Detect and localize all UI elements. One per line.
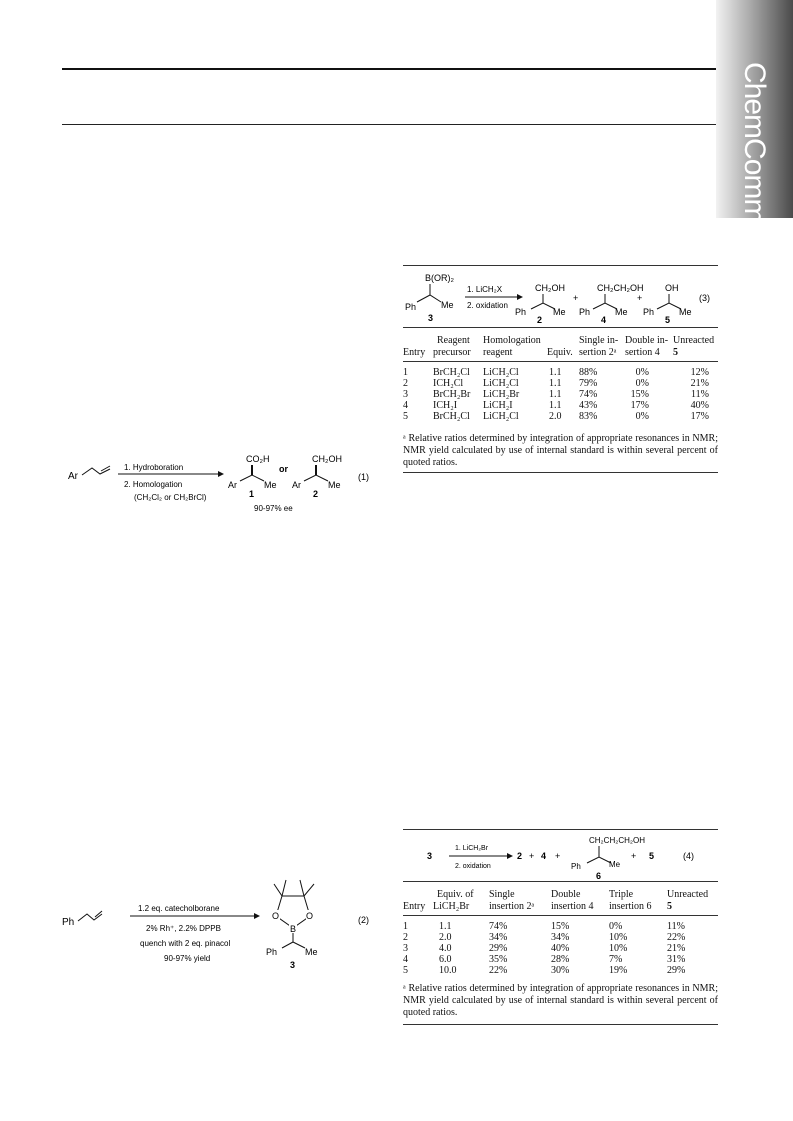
table1-footnote: ᵃ Relative ratios determined by integration of appropriate resonances in NMR; NMR yield calculated by use of internal standard is within several percent of quoted ratios. (403, 433, 718, 468)
table1-scheme-p2-me: Me (553, 307, 566, 317)
table2-scheme-cond1: 1. LiCH₂Br (455, 845, 489, 852)
table-2 (403, 829, 718, 1029)
table1-cell-unreacted: 11% (691, 389, 709, 400)
table2-cell-triple: 10% (609, 932, 628, 943)
scheme1-step2: 2. Homologation (124, 480, 183, 489)
table1-cell-precursor: ICH₂I (433, 400, 458, 411)
table2-cell-unreacted: 31% (667, 954, 686, 965)
table2-header-double-2: insertion 4 (551, 901, 594, 912)
table1-cell-double: 0% (635, 411, 649, 422)
table1-cell-entry: 5 (403, 411, 408, 422)
table2-rule-top (403, 829, 718, 830)
table2-cell-unreacted: 11% (667, 921, 685, 932)
table2-cell-double: 15% (551, 921, 570, 932)
scheme2-cond1: 1.2 eq. catecholborane (138, 904, 220, 913)
scheme2-cond2: 2% Rh⁺, 2.2% DPPB (146, 924, 221, 933)
table2-cell-entry: 4 (403, 954, 408, 965)
table1-scheme-num5: 5 (665, 315, 671, 325)
table2-scheme-arrowhead (507, 853, 513, 859)
table1-scheme-me: Me (441, 300, 454, 310)
table1-scheme-cond1: 1. LiCH₂X (467, 285, 503, 294)
scheme1-reactant-double-bond (101, 466, 110, 471)
table2-cell-triple: 10% (609, 943, 628, 954)
table2-scheme-p6-group: CH₂CH₂CH₂OH (589, 836, 645, 845)
table1-rule-scheme (403, 327, 718, 328)
scheme2-reactant: Ph (62, 917, 75, 928)
table1-cell-double: 0% (635, 367, 649, 378)
scheme1-reactant-bond (82, 468, 110, 475)
table1-scheme-p4: CH₂CH₂OH (597, 283, 644, 293)
table1-cell-equiv: 1.1 (549, 367, 562, 378)
table2-cell-triple: 7% (609, 954, 623, 965)
table2-cell-equiv: 6.0 (439, 954, 452, 965)
table2-footnote: ᵃ Relative ratios determined by integration of appropriate resonances in NMR; NMR yield calculated by use of internal standard is within several percent of quoted ratios. (403, 983, 718, 1018)
table2-cell-entry: 2 (403, 932, 408, 943)
table1-header-equiv: Equiv. (547, 347, 573, 358)
table2-header-equiv-2: LiCH₂Br (433, 901, 470, 912)
table1-cell-unreacted: 21% (690, 378, 709, 389)
table2-cell-triple: 19% (609, 965, 628, 976)
table1-cell-reagent: LiCH₂Br (483, 389, 520, 400)
table1-scheme-p2-chain (531, 303, 555, 309)
table1-header-double-2: sertion 4 (625, 347, 660, 358)
table1-scheme-plus2: + (637, 293, 643, 303)
table2-cell-triple: 0% (609, 921, 623, 932)
table1-rule-header (403, 361, 718, 362)
table1-header-reagent-2: reagent (483, 347, 513, 358)
table1-cell-reagent: LiCH₂Cl (483, 411, 519, 422)
table2-scheme-plus2: + (555, 851, 561, 861)
table2-cell-double: 30% (551, 965, 570, 976)
table1-cell-precursor: BrCH₂Cl (433, 367, 470, 378)
scheme2-yield: 90-97% yield (164, 954, 211, 963)
scheme2-me: Me (305, 947, 318, 957)
table2-header-unreacted-1: Unreacted (667, 889, 709, 900)
table1-cell-entry: 3 (403, 389, 408, 400)
scheme1-reactant: Ar (68, 471, 78, 482)
table2-header-unreacted-2: 5 (667, 901, 672, 912)
table2-cell-double: 28% (551, 954, 570, 965)
table2-cell-single: 74% (489, 921, 508, 932)
table2-cell-single: 35% (489, 954, 508, 965)
scheme2-methyl-2 (282, 880, 286, 896)
scheme1-product2-number: 2 (313, 489, 319, 499)
scheme1-product1-ar: Ar (228, 480, 237, 490)
table2-cell-equiv: 2.0 (439, 932, 452, 943)
table1-cell-double: 17% (630, 400, 649, 411)
table1-header-precursor-1: Reagent (437, 335, 470, 346)
table1-scheme-p4-me: Me (615, 307, 628, 317)
table2-scheme-equation-number: (4) (683, 851, 694, 861)
table1-scheme-p4-chain (593, 303, 617, 309)
table1-scheme-equation-number: (3) (699, 293, 710, 303)
table2-scheme-p6-ph: Ph (571, 862, 581, 871)
table1-header-double-1: Double in- (625, 335, 669, 346)
scheme-2 (60, 866, 390, 986)
table1-header-unreacted-2: 5 (673, 347, 678, 358)
table2-cell-equiv: 10.0 (439, 965, 457, 976)
table2-rule-scheme (403, 881, 718, 882)
table1-scheme-p4-ph: Ph (579, 307, 591, 317)
table1-scheme-boronate: B(OR)₂ (425, 273, 454, 283)
scheme1-ee: 90-97% ee (254, 504, 293, 513)
table1-cell-equiv: 2.0 (549, 411, 562, 422)
table1-scheme (403, 269, 718, 329)
table2-cell-entry: 5 (403, 965, 408, 976)
table1-cell-single: 43% (579, 400, 598, 411)
table1-scheme-p5-chain (657, 303, 681, 309)
table2-cell-single: 22% (489, 965, 508, 976)
table1-cell-precursor: BrCH₂Br (433, 389, 471, 400)
table1-scheme-ph: Ph (405, 302, 417, 312)
scheme1-arrowhead (218, 471, 224, 477)
table1-scheme-p5-ph: Ph (643, 307, 655, 317)
table1-header-entry: Entry (403, 347, 426, 358)
table1-scheme-p5-me: Me (679, 307, 692, 317)
scheme1-product1-group: CO₂H (246, 454, 270, 464)
table1-scheme-boronate-chain (417, 295, 441, 302)
scheme2-o1: O (272, 911, 280, 921)
table2-rule-header (403, 915, 718, 916)
table2-scheme-p2: 2 (517, 851, 523, 861)
table2-scheme-num3: 3 (427, 851, 433, 861)
scheme1-step1: 1. Hydroboration (124, 463, 184, 472)
scheme1-product2-group: CH₂OH (312, 454, 342, 464)
table1-scheme-num4: 4 (601, 315, 607, 325)
table1-cell-single: 88% (579, 367, 598, 378)
table1-cell-double: 15% (630, 389, 649, 400)
table1-scheme-arrowhead (517, 294, 523, 300)
table1-cell-unreacted: 40% (690, 400, 709, 411)
table1-cell-single: 83% (579, 411, 598, 422)
table1-cell-entry: 4 (403, 400, 408, 411)
scheme1-product1-number: 1 (249, 489, 255, 499)
table1-header-unreacted-1: Unreacted (673, 335, 715, 346)
table1-cell-reagent: LiCH₂Cl (483, 367, 519, 378)
scheme2-o2: O (306, 911, 314, 921)
scheme2-number: 3 (290, 960, 296, 970)
header-rule-top (62, 68, 724, 70)
table2-rule-bottom (403, 1024, 718, 1025)
table2-cell-equiv: 1.1 (439, 921, 452, 932)
table1-cell-unreacted: 12% (690, 367, 709, 378)
scheme2-b: B (290, 924, 297, 934)
journal-tab-label: ChemComm (738, 62, 771, 223)
table1-cell-entry: 1 (403, 367, 408, 378)
scheme2-reactant-bond (78, 914, 102, 921)
table1-header-reagent-1: Homologation (483, 335, 541, 346)
table2-cell-single: 34% (489, 932, 508, 943)
scheme2-cond3: quench with 2 eq. pinacol (140, 939, 231, 948)
table2-scheme-p6-chain (587, 857, 611, 863)
scheme1-or: or (279, 464, 288, 474)
scheme2-methyl-4 (304, 884, 314, 896)
table1-scheme-plus1: + (573, 293, 579, 303)
table2-scheme-plus1: + (529, 851, 535, 861)
table-1 (403, 265, 718, 475)
table1-cell-reagent: LiCH₂Cl (483, 378, 519, 389)
table1-scheme-p2-ph: Ph (515, 307, 527, 317)
table1-cell-unreacted: 17% (690, 411, 709, 422)
table1-scheme-cond2: 2. oxidation (467, 301, 508, 310)
table1-scheme-p5: OH (665, 283, 679, 293)
table1-cell-double: 0% (635, 378, 649, 389)
table1-header-single-2: sertion 2ᵃ (579, 347, 617, 358)
scheme2-product-chain (282, 942, 305, 948)
table1-cell-precursor: BrCH₂Cl (433, 411, 470, 422)
table2-cell-single: 29% (489, 943, 508, 954)
scheme2-methyl-1 (274, 884, 282, 896)
table2-header-triple-1: Triple (609, 889, 634, 900)
scheme1-equation-number: (1) (358, 472, 369, 482)
scheme2-methyl-3 (300, 880, 304, 896)
table2-scheme-cond2: 2. oxidation (455, 863, 491, 870)
header-rule-bottom (62, 124, 724, 125)
table2-scheme-p5: 5 (649, 851, 655, 861)
table2-header-triple-2: insertion 6 (609, 901, 652, 912)
table1-cell-equiv: 1.1 (549, 389, 562, 400)
scheme1-product2-chain (304, 475, 328, 481)
table2-cell-double: 40% (551, 943, 570, 954)
table1-scheme-num3: 3 (428, 313, 434, 323)
table2-cell-unreacted: 22% (667, 932, 686, 943)
table2-header-equiv-1: Equiv. of (437, 889, 474, 900)
table1-cell-equiv: 1.1 (549, 400, 562, 411)
scheme-1 (60, 450, 390, 540)
table2-cell-unreacted: 21% (667, 943, 686, 954)
scheme2-equation-number: (2) (358, 915, 369, 925)
table1-cell-precursor: ICH₂Cl (433, 378, 464, 389)
table1-cell-reagent: LiCH₂I (483, 400, 513, 411)
scheme1-product2-me: Me (328, 480, 341, 490)
scheme1-product2-ar: Ar (292, 480, 301, 490)
table1-cell-single: 79% (579, 378, 598, 389)
table2-cell-entry: 3 (403, 943, 408, 954)
table2-header-entry: Entry (403, 901, 426, 912)
table2-header-double-1: Double (551, 889, 581, 900)
table1-cell-entry: 2 (403, 378, 408, 389)
table1-cell-equiv: 1.1 (549, 378, 562, 389)
table1-scheme-num2: 2 (537, 315, 543, 325)
table2-scheme-p6-me: Me (609, 860, 621, 869)
table2-cell-equiv: 4.0 (439, 943, 452, 954)
table2-header-single-1: Single (489, 889, 515, 900)
table2-header-single-2: insertion 2ᵃ (489, 901, 535, 912)
table1-rule-bottom (403, 472, 718, 473)
table2-scheme-plus3: + (631, 851, 637, 861)
table2-cell-unreacted: 29% (667, 965, 686, 976)
table2-cell-double: 34% (551, 932, 570, 943)
table1-header-single-1: Single in- (579, 335, 619, 346)
table2-scheme-num6: 6 (596, 871, 602, 881)
table1-scheme-p2: CH₂OH (535, 283, 565, 293)
table2-scheme (403, 831, 718, 883)
scheme1-product1-chain (240, 475, 264, 481)
scheme2-arrowhead (254, 913, 260, 919)
scheme1-product1-me: Me (264, 480, 277, 490)
table1-header-precursor-2: precursor (433, 347, 471, 358)
table2-scheme-p4: 4 (541, 851, 547, 861)
table1-cell-single: 74% (579, 389, 598, 400)
scheme2-ph: Ph (266, 947, 278, 957)
table1-rule-top (403, 265, 718, 266)
table2-cell-entry: 1 (403, 921, 408, 932)
scheme1-step2-reagents: (CH₂Cl₂ or CH₂BrCl) (134, 493, 207, 502)
